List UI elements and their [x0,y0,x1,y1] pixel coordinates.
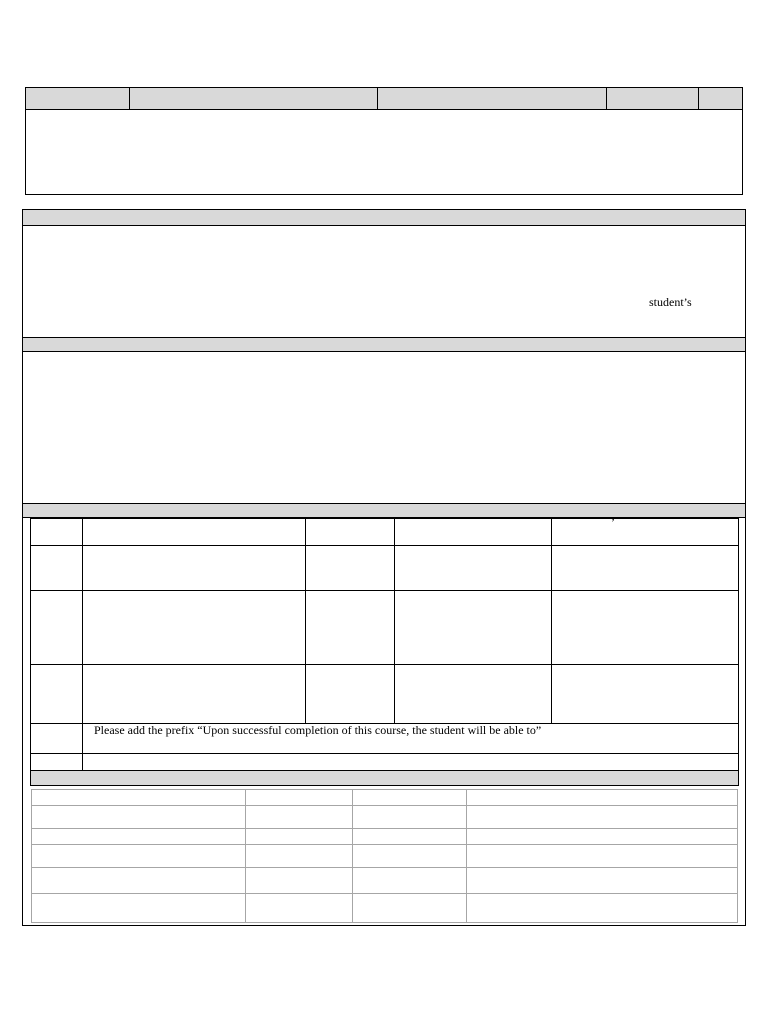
course-info-table [25,87,743,195]
grid-row-divider-2 [32,828,737,829]
outcomes-footer-bar [31,770,738,785]
course-objectives-section [22,337,746,504]
outcomes-row-divider-1 [31,545,738,546]
grid-col-divider-3 [466,790,467,922]
course-info-header-row [26,88,742,110]
outcomes-row-divider-3 [31,664,738,665]
grid-row-divider-5 [32,893,737,894]
course-description-section [22,209,746,338]
outcomes-col-divider-3 [394,519,395,723]
student-text-fragment: student’s [649,295,692,309]
outcomes-row-divider-5 [31,753,738,754]
course-info-header-cell-2 [130,88,378,109]
outcomes-col-divider-4 [551,519,552,723]
outcomes-header-apostrophe: ’ [611,515,615,529]
outcomes-row-divider-2 [31,590,738,591]
grid-row-divider-4 [32,867,737,868]
assessment-grid [31,789,738,923]
learning-outcomes-bar [23,504,745,518]
course-info-header-cell-5 [699,88,742,109]
course-info-header-cell-1 [26,88,130,109]
course-info-header-cell-4 [607,88,699,109]
course-info-header-cell-3 [378,88,607,109]
grid-col-divider-1 [245,790,246,922]
course-objectives-bar [23,338,745,352]
outcomes-col-divider-1 [82,519,83,770]
grid-row-divider-3 [32,844,737,845]
course-description-bar [23,210,745,226]
learning-outcomes-table [30,515,739,786]
course-info-body [26,110,742,194]
outcomes-col-divider-2 [305,519,306,723]
grid-row-divider-1 [32,805,737,806]
grid-col-divider-2 [352,790,353,922]
outcomes-prefix-note: Please add the prefix “Upon successful completion of this course, the student will be able to” [94,723,542,737]
